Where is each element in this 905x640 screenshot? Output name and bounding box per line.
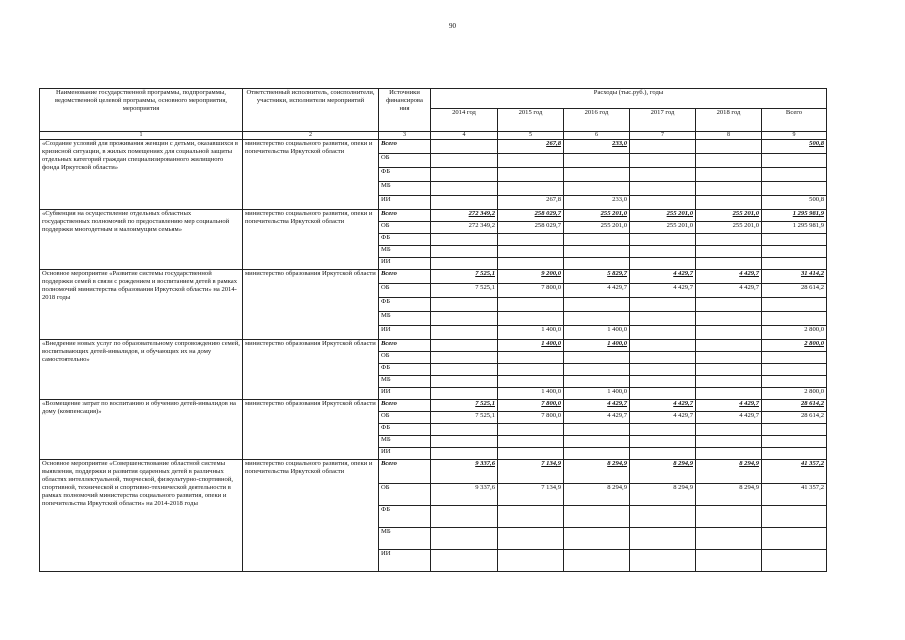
year-value <box>431 436 498 448</box>
table-body <box>40 140 827 572</box>
year-value <box>431 140 498 154</box>
funding-source: Всего <box>379 270 431 284</box>
year-value <box>498 154 564 168</box>
executor-name: министерство социального развития, опеки и попечительства Иркутской области <box>243 140 379 210</box>
year-value <box>498 448 564 460</box>
year-value: 4 429,7 <box>630 400 696 412</box>
year-value <box>630 326 696 340</box>
year-value <box>431 388 498 400</box>
year-value <box>630 182 696 196</box>
year-value <box>696 424 762 436</box>
funding-source: ОБ <box>379 222 431 234</box>
year-value: 7 134,9 <box>498 460 564 484</box>
program-name: «Внедрение новых услуг по образовательному сопровождению семей, воспитывающих детей-инвалидов, и обучающих их на дому самостоятельно» <box>40 340 243 400</box>
total-value: 31 414,2 <box>762 270 827 284</box>
year-value: 1 400,0 <box>564 388 630 400</box>
year-value <box>564 246 630 258</box>
header-source: Источники финансирова ния <box>379 89 431 132</box>
year-value <box>696 312 762 326</box>
year-value <box>564 448 630 460</box>
header-total: Всего <box>762 109 827 132</box>
year-value <box>696 388 762 400</box>
year-value: 1 400,0 <box>498 388 564 400</box>
year-value <box>630 364 696 376</box>
year-value <box>431 298 498 312</box>
year-value <box>630 550 696 572</box>
year-value: 9 200,0 <box>498 270 564 284</box>
total-value <box>762 424 827 436</box>
year-value: 7 525,1 <box>431 412 498 424</box>
year-value <box>564 506 630 528</box>
total-value <box>762 506 827 528</box>
funding-source: ОБ <box>379 154 431 168</box>
program-name: Основное мероприятие «Совершенствование областной системы выявления, поддержки и развития одаренных детей в различных областях интеллектуальной, творческой, физкультурно-спортивной, спортивной, технической и спортивно-технической деятельности в рамках полномочий министерства социального развития, опеки и попечительства Иркутской области» на 2014-2018 годы <box>40 460 243 572</box>
year-value <box>696 258 762 270</box>
year-value <box>431 424 498 436</box>
year-value <box>498 352 564 364</box>
funding-source: МБ <box>379 528 431 550</box>
year-value: 1 400,0 <box>564 340 630 352</box>
budget-table <box>39 88 827 572</box>
funding-source: Всего <box>379 140 431 154</box>
column-number: 1 <box>40 132 243 140</box>
year-value <box>696 436 762 448</box>
total-value: 1 295 981,9 <box>762 222 827 234</box>
year-value <box>564 258 630 270</box>
funding-source: Всего <box>379 400 431 412</box>
year-value <box>564 364 630 376</box>
year-value <box>431 258 498 270</box>
year-value: 8 294,9 <box>696 484 762 506</box>
year-value <box>696 550 762 572</box>
executor-name: министерство социального развития, опеки и попечительства Иркутской области <box>243 210 379 270</box>
year-value <box>431 182 498 196</box>
year-value: 9 337,6 <box>431 484 498 506</box>
year-value <box>696 506 762 528</box>
year-value <box>498 168 564 182</box>
year-value: 255 201,0 <box>696 222 762 234</box>
year-value <box>630 448 696 460</box>
year-value <box>498 424 564 436</box>
year-value <box>498 298 564 312</box>
total-value: 500,8 <box>762 140 827 154</box>
year-value <box>696 376 762 388</box>
table-row <box>40 400 827 412</box>
funding-source: ИИ <box>379 550 431 572</box>
year-value <box>696 352 762 364</box>
page-number: 90 <box>449 22 456 30</box>
year-value <box>431 326 498 340</box>
column-number: 6 <box>564 132 630 140</box>
program-name: «Возмещение затрат по воспитанию и обучению детей-инвалидов на дому (компенсация)» <box>40 400 243 460</box>
year-value: 7 800,0 <box>498 400 564 412</box>
total-value: 41 357,2 <box>762 460 827 484</box>
year-value <box>696 528 762 550</box>
year-value <box>630 340 696 352</box>
year-value <box>498 436 564 448</box>
year-value: 4 429,7 <box>564 400 630 412</box>
year-value <box>630 312 696 326</box>
year-value <box>696 246 762 258</box>
funding-source: ОБ <box>379 484 431 506</box>
total-value <box>762 246 827 258</box>
executor-name: министерство социального развития, опеки и попечительства Иркутской области <box>243 460 379 572</box>
year-value: 267,8 <box>498 196 564 210</box>
year-value: 272 349,2 <box>431 210 498 222</box>
executor-name: министерство образования Иркутской области <box>243 400 379 460</box>
funding-source: МБ <box>379 246 431 258</box>
year-value: 233,0 <box>564 140 630 154</box>
year-value: 267,8 <box>498 140 564 154</box>
total-value: 41 357,2 <box>762 484 827 506</box>
year-value <box>564 168 630 182</box>
executor-name: министерство образования Иркутской области <box>243 340 379 400</box>
total-value <box>762 376 827 388</box>
year-value: 4 429,7 <box>564 284 630 298</box>
funding-source: ФБ <box>379 168 431 182</box>
funding-source: ИИ <box>379 196 431 210</box>
total-value: 2 800,0 <box>762 388 827 400</box>
year-value <box>696 154 762 168</box>
year-value <box>564 376 630 388</box>
total-value <box>762 182 827 196</box>
funding-source: ИИ <box>379 448 431 460</box>
year-value <box>498 364 564 376</box>
total-value <box>762 528 827 550</box>
year-value <box>498 234 564 246</box>
column-number: 7 <box>630 132 696 140</box>
funding-source: МБ <box>379 182 431 196</box>
year-value: 8 294,9 <box>564 484 630 506</box>
year-value: 1 400,0 <box>498 340 564 352</box>
total-value <box>762 258 827 270</box>
table-row <box>40 460 827 484</box>
total-value <box>762 448 827 460</box>
table-row <box>40 210 827 222</box>
total-value <box>762 550 827 572</box>
year-value: 255 201,0 <box>630 222 696 234</box>
year-value <box>431 376 498 388</box>
year-value <box>431 196 498 210</box>
year-value <box>564 312 630 326</box>
column-number: 3 <box>379 132 431 140</box>
year-value <box>498 312 564 326</box>
funding-source: МБ <box>379 376 431 388</box>
year-value: 7 525,1 <box>431 400 498 412</box>
funding-source: ИИ <box>379 258 431 270</box>
total-value <box>762 234 827 246</box>
year-value: 7 134,9 <box>498 484 564 506</box>
year-value: 7 800,0 <box>498 284 564 298</box>
total-value: 2 800,0 <box>762 326 827 340</box>
total-value: 1 295 981,9 <box>762 210 827 222</box>
year-value <box>498 528 564 550</box>
year-value: 4 429,7 <box>564 412 630 424</box>
year-value <box>630 246 696 258</box>
year-value <box>564 154 630 168</box>
year-value <box>564 550 630 572</box>
year-value: 4 429,7 <box>630 412 696 424</box>
year-value: 1 400,0 <box>564 326 630 340</box>
year-value: 272 349,2 <box>431 222 498 234</box>
funding-source: Всего <box>379 340 431 352</box>
funding-source: ОБ <box>379 412 431 424</box>
year-value <box>564 528 630 550</box>
total-value <box>762 154 827 168</box>
table-row <box>40 270 827 284</box>
year-value <box>696 140 762 154</box>
year-value: 258 029,7 <box>498 210 564 222</box>
total-value <box>762 168 827 182</box>
year-value: 7 525,1 <box>431 270 498 284</box>
year-value <box>498 506 564 528</box>
year-value: 5 829,7 <box>564 270 630 284</box>
year-value: 7 800,0 <box>498 412 564 424</box>
total-value <box>762 352 827 364</box>
year-value: 8 294,9 <box>630 484 696 506</box>
year-value <box>431 528 498 550</box>
executor-name: министерство образования Иркутской области <box>243 270 379 340</box>
year-value <box>696 364 762 376</box>
funding-source: ФБ <box>379 364 431 376</box>
year-value <box>696 448 762 460</box>
funding-source: МБ <box>379 312 431 326</box>
total-value: 28 614,2 <box>762 400 827 412</box>
year-value: 8 294,9 <box>696 460 762 484</box>
year-value <box>564 182 630 196</box>
program-name: «Субвенция на осуществление отдельных областных государственных полномочий по предоставлению мер социальной поддержки многодетным и малоимущим семьям» <box>40 210 243 270</box>
year-value: 255 201,0 <box>630 210 696 222</box>
total-value <box>762 298 827 312</box>
year-value <box>630 298 696 312</box>
year-value: 4 429,7 <box>696 284 762 298</box>
header-expenses: Расходы (тыс.руб.), годы <box>431 89 827 109</box>
total-value <box>762 436 827 448</box>
funding-source: ФБ <box>379 424 431 436</box>
year-value <box>696 182 762 196</box>
year-value <box>431 364 498 376</box>
year-value: 255 201,0 <box>564 222 630 234</box>
column-number: 9 <box>762 132 827 140</box>
funding-source: Всего <box>379 460 431 484</box>
year-value <box>431 246 498 258</box>
year-value <box>498 182 564 196</box>
total-value: 28 614,2 <box>762 284 827 298</box>
year-value <box>696 298 762 312</box>
year-value <box>696 196 762 210</box>
funding-source: ИИ <box>379 326 431 340</box>
column-number: 4 <box>431 132 498 140</box>
year-value <box>630 436 696 448</box>
year-value: 4 429,7 <box>696 400 762 412</box>
funding-source: Всего <box>379 210 431 222</box>
total-value: 2 800,0 <box>762 340 827 352</box>
year-value <box>431 550 498 572</box>
year-value <box>431 312 498 326</box>
year-value: 233,0 <box>564 196 630 210</box>
year-value <box>696 234 762 246</box>
year-value <box>498 376 564 388</box>
funding-source: ИИ <box>379 388 431 400</box>
total-value: 500,8 <box>762 196 827 210</box>
funding-source: ОБ <box>379 352 431 364</box>
year-value: 258 029,7 <box>498 222 564 234</box>
program-name: Основное мероприятие «Развитие системы государственной поддержки семей в связи с рождением и воспитанием детей в рамках полномочий министерства образования Иркутской области» на 2014-2018 годы <box>40 270 243 340</box>
table-row <box>40 140 827 154</box>
year-value <box>630 506 696 528</box>
year-value <box>498 258 564 270</box>
year-value <box>630 352 696 364</box>
year-value: 9 337,6 <box>431 460 498 484</box>
total-value: 28 614,2 <box>762 412 827 424</box>
header-executor: Ответственный исполнитель, соисполнители, участники, исполнители мероприятий <box>243 89 379 132</box>
year-value <box>431 340 498 352</box>
column-number: 2 <box>243 132 379 140</box>
year-value <box>696 168 762 182</box>
header-name: Наименование государственной программы, подпрограммы, ведомственной целевой программы, основного мероприятия, мероприятия <box>40 89 243 132</box>
funding-source: ФБ <box>379 506 431 528</box>
funding-source: МБ <box>379 436 431 448</box>
header-year: 2017 год <box>630 109 696 132</box>
total-value <box>762 312 827 326</box>
year-value <box>630 140 696 154</box>
year-value <box>630 168 696 182</box>
funding-source: ОБ <box>379 284 431 298</box>
header-year: 2014 год <box>431 109 498 132</box>
year-value <box>564 234 630 246</box>
year-value: 255 201,0 <box>696 210 762 222</box>
year-value <box>431 352 498 364</box>
year-value <box>564 424 630 436</box>
year-value <box>630 424 696 436</box>
year-value <box>498 246 564 258</box>
year-value <box>431 506 498 528</box>
header-year: 2015 год <box>498 109 564 132</box>
year-value <box>564 352 630 364</box>
table-row <box>40 340 827 352</box>
year-value <box>564 298 630 312</box>
year-value <box>630 376 696 388</box>
year-value: 4 429,7 <box>630 270 696 284</box>
column-number: 5 <box>498 132 564 140</box>
year-value <box>564 436 630 448</box>
year-value: 4 429,7 <box>696 270 762 284</box>
year-value <box>630 154 696 168</box>
program-name: «Создание условий для проживания женщин с детьми, оказавшихся в кризисной ситуации, в жилых помещениях для социальной защиты отдельных категорий граждан специализированного жилищного фонда Иркутской области» <box>40 140 243 210</box>
year-value: 8 294,9 <box>564 460 630 484</box>
year-value: 4 429,7 <box>630 284 696 298</box>
year-value <box>630 234 696 246</box>
year-value: 7 525,1 <box>431 284 498 298</box>
year-value <box>431 168 498 182</box>
year-value <box>431 234 498 246</box>
funding-source: ФБ <box>379 298 431 312</box>
year-value: 8 294,9 <box>630 460 696 484</box>
header-year: 2018 год <box>696 109 762 132</box>
year-value <box>431 448 498 460</box>
year-value: 255 201,0 <box>564 210 630 222</box>
year-value <box>630 196 696 210</box>
year-value <box>630 258 696 270</box>
year-value <box>630 388 696 400</box>
funding-source: ФБ <box>379 234 431 246</box>
year-value <box>498 550 564 572</box>
year-value <box>696 340 762 352</box>
year-value: 1 400,0 <box>498 326 564 340</box>
year-value <box>431 154 498 168</box>
year-value: 4 429,7 <box>696 412 762 424</box>
year-value <box>630 528 696 550</box>
column-number: 8 <box>696 132 762 140</box>
year-value <box>696 326 762 340</box>
total-value <box>762 364 827 376</box>
header-year: 2016 год <box>564 109 630 132</box>
